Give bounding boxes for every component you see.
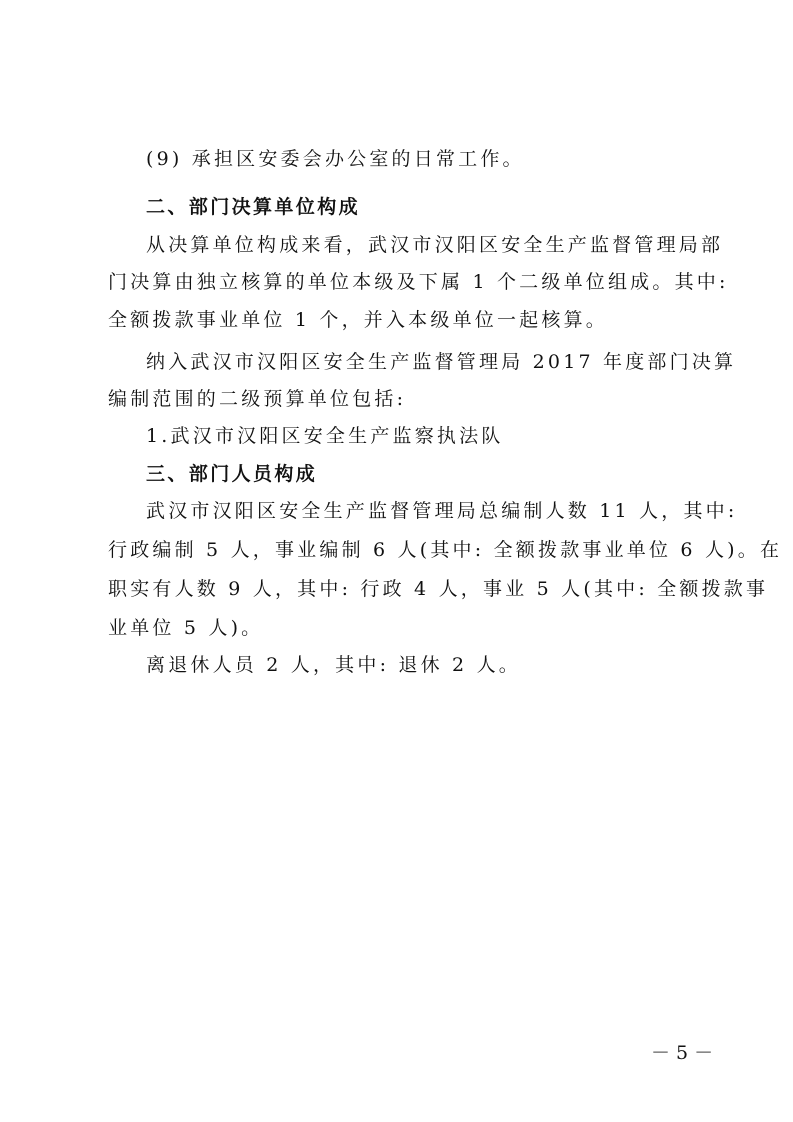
body-text-line: 武汉市汉阳区安全生产监督管理局总编制人数 11 人，其中: — [146, 500, 738, 522]
body-text-line: 离退休人员 2 人，其中: 退休 2 人。 — [146, 654, 521, 676]
body-text-line: 行政编制 5 人，事业编制 6 人(其中: 全额拨款事业单位 6 人)。在 — [108, 539, 783, 561]
body-text-line: 1.武汉市汉阳区安全生产监察执法队 — [146, 425, 504, 447]
body-text-line: 编制范围的二级预算单位包括: — [108, 388, 407, 410]
body-text-line: 职实有人数 9 人，其中: 行政 4 人，事业 5 人(其中: 全额拨款事 — [108, 578, 769, 600]
body-text-line: 门决算由独立核算的单位本级及下属 1 个二级单位组成。其中: — [108, 271, 729, 293]
body-text-line: (9) 承担区安委会办公室的日常工作。 — [146, 148, 525, 170]
body-text-line: 纳入武汉市汉阳区安全生产监督管理局 2017 年度部门决算 — [146, 351, 737, 373]
section-heading: 三、部门人员构成 — [146, 463, 318, 485]
section-heading: 二、部门决算单位构成 — [146, 196, 361, 218]
body-text-line: 业单位 5 人)。 — [108, 617, 264, 639]
body-text-line: 从决算单位构成来看，武汉市汉阳区安全生产监督管理局部 — [146, 234, 724, 256]
page-number: － 5 － — [651, 1042, 714, 1064]
body-text-line: 全额拨款事业单位 1 个，并入本级单位一起核算。 — [108, 309, 608, 331]
